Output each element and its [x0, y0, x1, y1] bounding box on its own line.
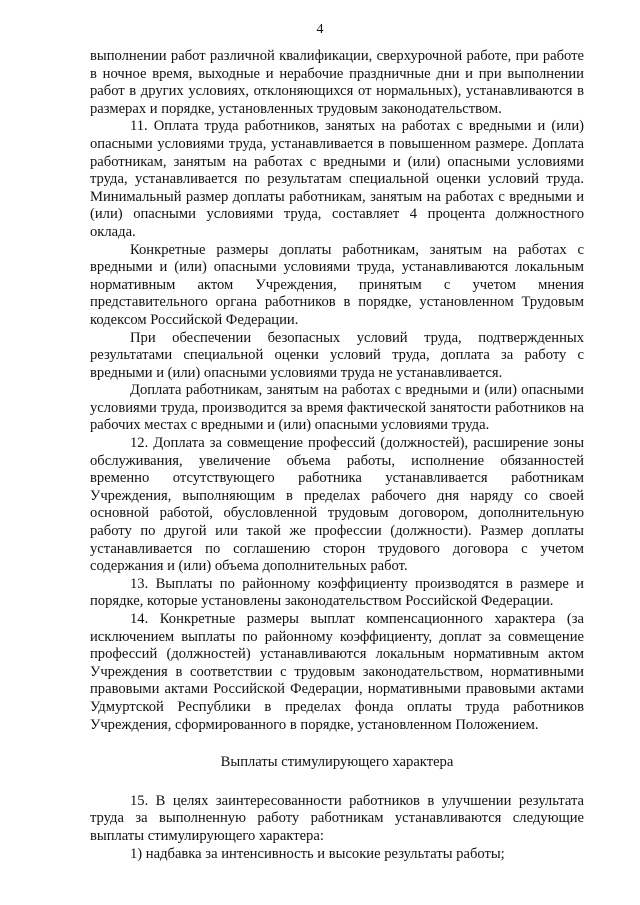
paragraph-11-safe-conditions: При обеспечении безопасных условий труда, подтвержденных результатами специальной оценки условий труда, доплата за работу с вредными и (или) опасными условиями труда не устанавливается.: [90, 329, 584, 381]
section-heading: Выплаты стимулирующего характера: [220, 754, 454, 771]
list-item-1: 1) надбавка за интенсивность и высокие результаты работы;: [130, 845, 505, 862]
paragraph-14: 14. Конкретные размеры выплат компенсационного характера (за исключением выплаты по районному коэффициенту, доплат за совмещение профессий (должностей) устанавливаются локальным нормативным актом Учреждения в соответствии с трудовым законодательством, нормативными правовыми актами Российской Федерации, нормативными правовыми актами Удмуртской Республики в пределах фонда оплаты труда работников Учреждения, сформированного в порядке, установленном Положением.: [90, 611, 584, 733]
paragraph-11-specific-sizes: Конкретные размеры доплаты работникам, занятым на работах с вредными и (или) опасными условиями труда, устанавливаются локальным нормативным актом Учреждения, принятым с учетом мнения представительного органа работников в порядке, установленном Трудовым кодексом Российской Федерации.: [90, 241, 584, 328]
document-body: [90, 48, 584, 863]
paragraph-13: 13. Выплаты по районному коэффициенту производятся в размере и порядке, которые установлены законодательством Российской Федерации.: [90, 575, 584, 610]
paragraph-11: 11. Оплата труда работников, занятых на работах с вредными и (или) опасными условиями труда, устанавливается в повышенном размере. Доплата работникам, занятым на работах с вредными и (или) опасными условиями труда, устанавливается по результатам специальной оценки условий труда. Минимальный размер доплаты работникам, занятым на работах с вредными и (или) опасными условиями труда, составляет 4 процента должностного оклада.: [90, 118, 584, 240]
paragraph-continuation: выполнении работ различной квалификации, сверхурочной работе, при работе в ночное время, выходные и нерабочие праздничные дни и при выполнении работ в других условиях, отклоняющихся от нормальных), устанавливаются в размерах и порядке, установленных трудовым законодательством.: [90, 48, 584, 117]
paragraph-11-actual-time: Доплата работникам, занятым на работах с вредными и (или) опасными условиями труда, производится за время фактической занятости работников на рабочих местах с вредными и (или) опасными условиями труда.: [90, 382, 584, 434]
page-number: 4: [316, 22, 324, 37]
paragraph-15: 15. В целях заинтересованности работников в улучшении результата труда за выполненную работу работникам устанавливаются следующие выплаты стимулирующего характера:: [90, 792, 584, 844]
paragraph-12: 12. Доплата за совмещение профессий (должностей), расширение зоны обслуживания, увеличение объема работы, исполнение обязанностей временно отсутствующего работника устанавливается работникам Учреждения, выполняющим в пределах рабочего дня наряду со своей основной работой, обусловленной трудовым договором, дополнительную работу по другой или такой же профессии (должности). Размер доплаты устанавливается по соглашению сторон трудового договора с учетом содержания и (или) объема дополнительных работ.: [90, 435, 584, 575]
